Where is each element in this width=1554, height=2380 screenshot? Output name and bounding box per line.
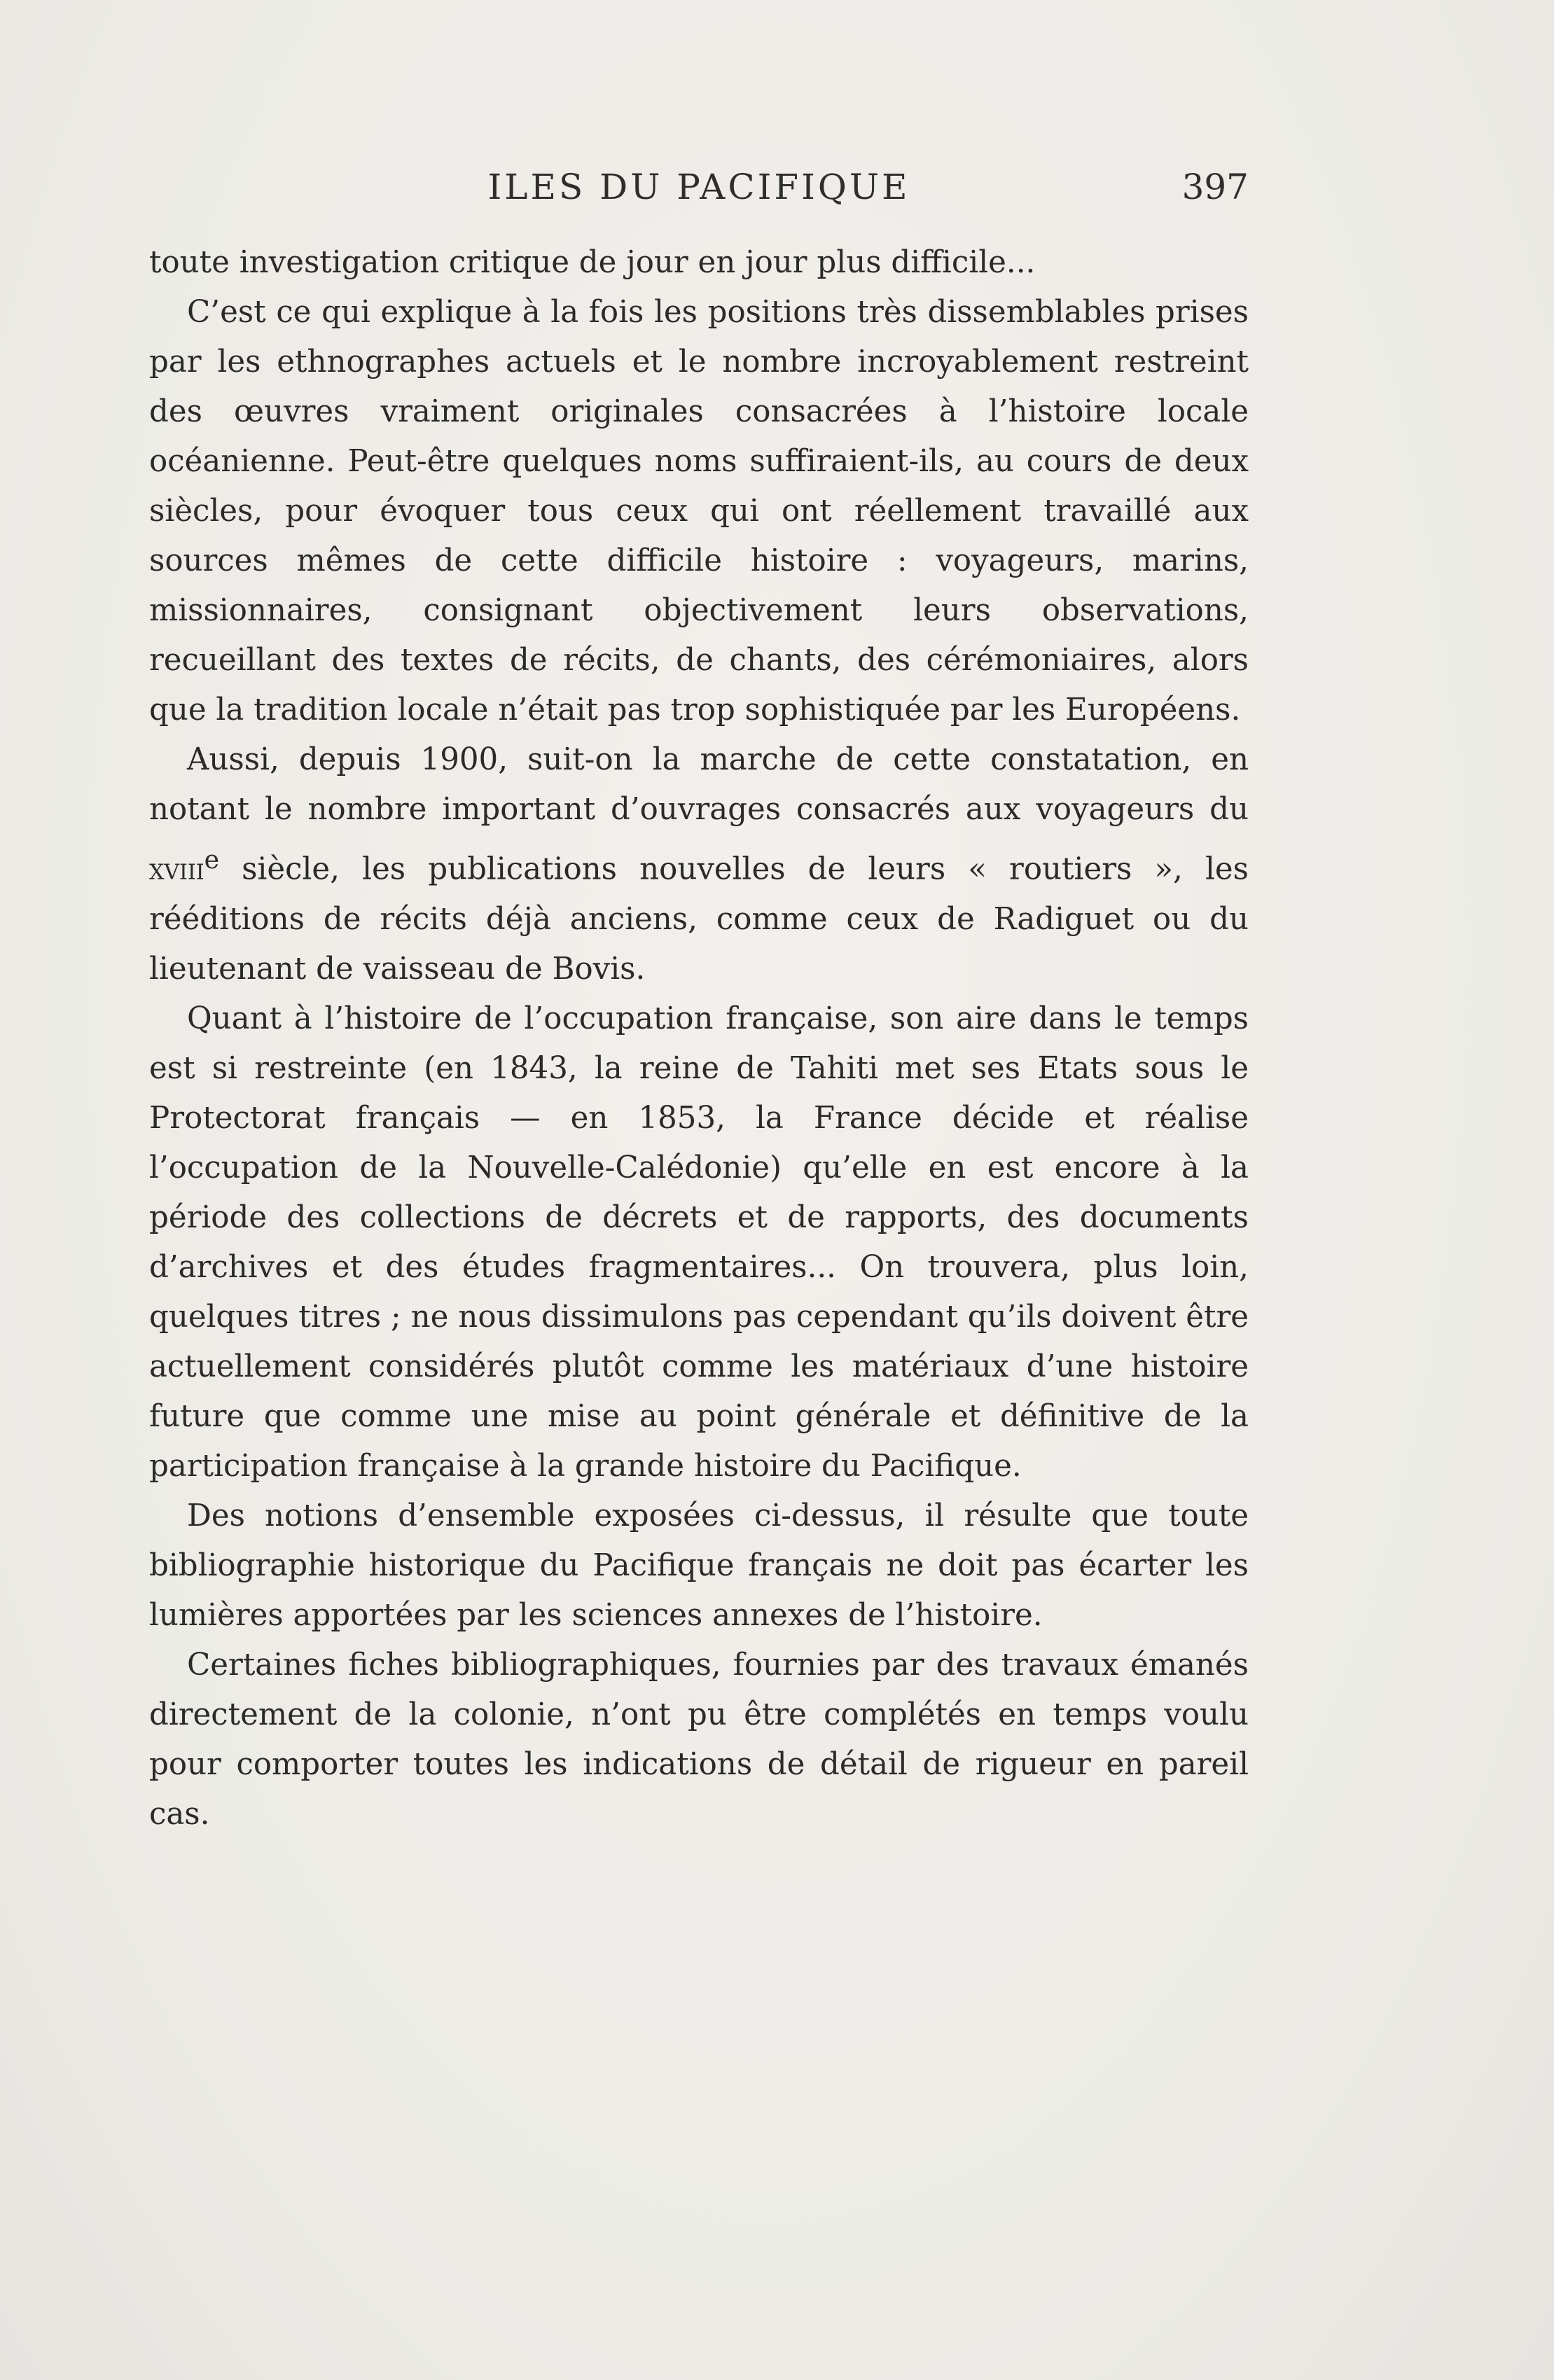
paragraph-text: Aussi, depuis 1900, suit-on la marche de cette constatation, en notant le nombre important d’ouvrages consacrés aux voyageurs du xyxy=(149,742,1249,827)
century-suffix: e xyxy=(204,844,220,875)
paragraph-text: siècle, les publications nouvelles de leurs « routiers », les rééditions de récits déjà anciens, comme ceux de Radiguet ou du lieutenant de vaisseau de Bovis. xyxy=(149,851,1249,987)
paragraph: Des notions d’ensemble exposées ci-dessus, il résulte que toute bibliographie historique du Pacifique français ne doit pas écarter les lumières apportées par les sciences annexes de l’histoire. xyxy=(149,1498,1249,1633)
page-header xyxy=(149,167,1249,216)
page-number: 397 xyxy=(1181,167,1249,207)
paragraph xyxy=(149,735,1249,994)
paragraph: Quant à l’histoire de l’occupation française, son aire dans le temps est si restreinte (en 1843, la reine de Tahiti met ses Etats sous le Protectorat français — en 1853, la France décide et réalise l’occupation de la Nouvelle-Calédonie) qu’elle en est encore à la période des collections de décrets et de rapports, des documents d’archives et des études fragmentaires... On trouvera, plus loin, quelques titres ; ne nous dissimulons pas cependant qu’ils doivent être actuellement considérés plutôt comme les matériaux d’une histoire future que comme une mise au point générale et définitive de la participation française à la grande histoire du Pacifique. xyxy=(149,1001,1249,1484)
running-title: ILES DU PACIFIQUE xyxy=(487,167,910,207)
paragraph-continued: toute investigation critique de jour en jour plus difficile... xyxy=(149,245,1036,280)
paragraph: C’est ce qui explique à la fois les positions très dissemblables prises par les ethnographes actuels et le nombre incroyablement restreint des œuvres vraiment originales consacrées à l’histoire locale océanienne. Peut-être quelques noms suffiraient-ils, au cours de deux siècles, pour évoquer tous ceux qui ont réellement travaillé aux sources mêmes de cette difficile histoire : voyageurs, marins, missionnaires, consignant objectivement leurs observations, recueillant des textes de récits, de chants, des cérémoniaires, alors que la tradition locale n’était pas trop sophistiquée par les Européens. xyxy=(149,295,1249,728)
century-numeral: xviii xyxy=(149,851,204,887)
body-text xyxy=(149,238,1249,1839)
paragraph: Certaines fiches bibliographiques, fournies par des travaux émanés directement de la colonie, n’ont pu être complétés en temps voulu pour comporter toutes les indications de détail de rigueur en pareil cas. xyxy=(149,1647,1249,1832)
